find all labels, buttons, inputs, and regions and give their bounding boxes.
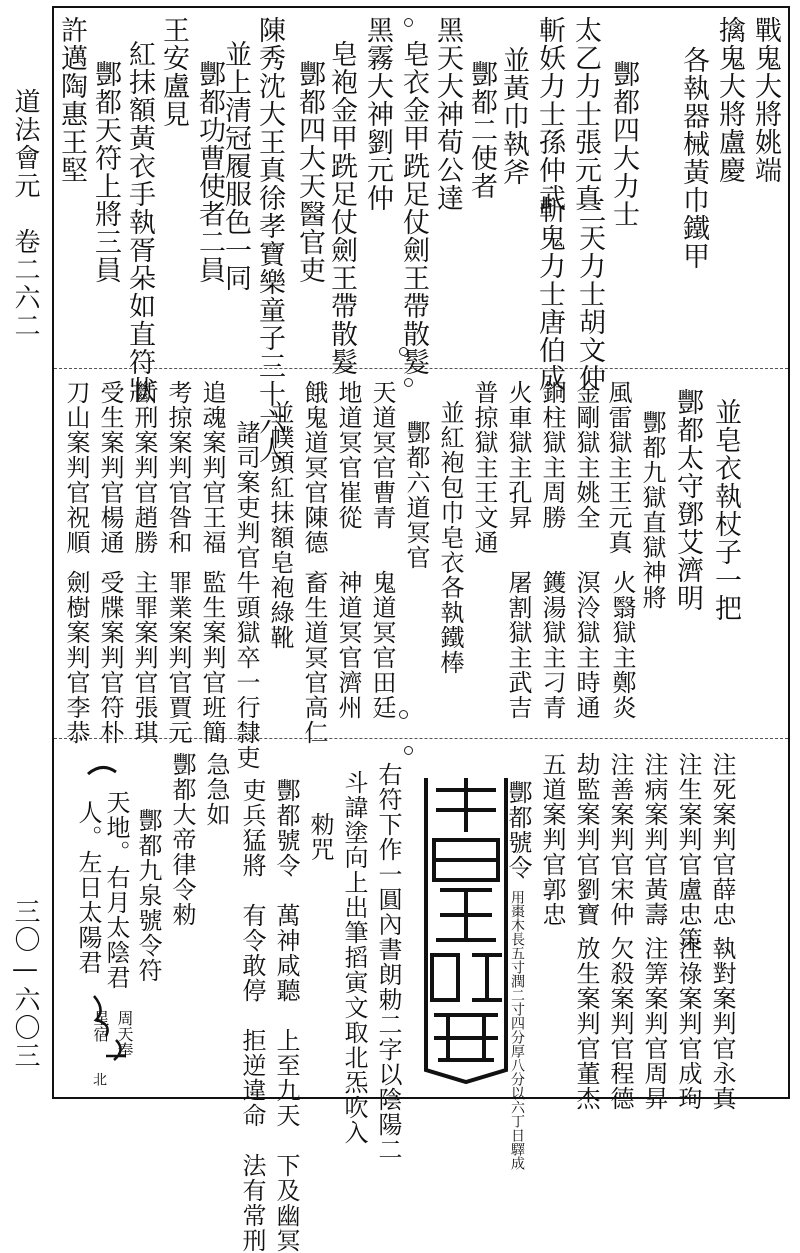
text-column: 皂袍金甲跣足仗劍王帶散髮 (326, 40, 357, 376)
text-column: 酆都功曹使者二員 (194, 60, 225, 284)
text-column: 北 (91, 1072, 107, 1086)
text-column: 黑霧大神劉元仲 (362, 16, 393, 212)
text-column: 受生案判官楊通 (96, 380, 124, 555)
text-column: 並紅袍包巾皂衣各執鐵棒 (436, 400, 464, 675)
text-column: 斬鬼力士唐伯成 (534, 196, 565, 392)
text-column: 神道冥官濟州 (334, 570, 362, 720)
text-column: 注生案判官盧忠策 (674, 752, 702, 952)
text-column: 鬼道冥官田廷 (368, 570, 396, 720)
text-column: 溟泠獄主時通 (572, 570, 600, 720)
book-title: 道法會元 卷二六二 (10, 88, 40, 340)
text-column: 酆都號令 萬神咸聽 上至九天 下及幽冥 (272, 778, 300, 1253)
text-column: 人。左日太陽君 (74, 800, 102, 975)
text-column: 注善案判官宋仲 (606, 752, 634, 927)
text-column: 各執器械黃巾鐵甲 (678, 46, 709, 270)
text-column: 注筭案判官周昇 (640, 936, 668, 1111)
text-column: 追魂案判官王福 (198, 380, 226, 555)
text-column: 酆都大帝律令勑 (168, 752, 196, 927)
text-column: 鑊湯獄主刁青 (538, 570, 566, 720)
text-column: 注病案判官黃壽 (640, 752, 668, 927)
text-column: 酆都九獄直獄神將 (638, 410, 666, 610)
text-column: 並黃巾執斧 (498, 46, 529, 186)
text-column: 酆都四大天醫官吏 (294, 60, 325, 284)
talisman-glyph-icon (86, 990, 132, 1070)
talisman-seal-icon (418, 770, 514, 1088)
text-column: 王安盧見 (158, 16, 189, 128)
text-column: 酆都四大力士 (608, 60, 639, 228)
text-column: 金剛獄主姚全 (572, 380, 600, 530)
text-column: 火車獄主孔昇 (504, 380, 532, 530)
text-column: 太乙力士張元真 (570, 16, 601, 212)
text-column: 陳秀沈大王真徐孝寶樂童子三十六人 (254, 16, 285, 464)
text-column: 屠割獄主武吉 (504, 570, 532, 720)
text-column: 周天奉 (115, 1010, 134, 1058)
text-column: 執對案判官永真 (708, 936, 736, 1111)
text-column: 三天力士胡文仲 (574, 196, 605, 392)
text-column: 畜生道冥官高仁 (300, 570, 328, 745)
text-column: 皂衣金甲跣足仗劍王帶散髮 (398, 40, 429, 376)
text-column: 右符下作一圓內書朗勅二字以陰陽二 (374, 762, 402, 1162)
text-column: 黑天大神荀公達 (432, 16, 463, 212)
text-column: 星宿 (91, 1010, 110, 1042)
text-column: 酆都太守鄧艾濟明 (672, 388, 703, 612)
text-column: 並皂衣執杖子一把 (710, 398, 741, 622)
text-column: 急急如 (202, 752, 230, 827)
text-column: 諸司案吏判官牛頭獄卒一行隸吏 (232, 420, 260, 770)
text-column: 普掠獄主王文通 (470, 380, 498, 555)
text-column: 紅抹額黃衣手執胥朵如直符狀 (124, 40, 155, 404)
text-column: 許邁陶惠王堅 (56, 16, 87, 184)
text-column: 酆都六道冥官 (402, 420, 430, 570)
text-column: 地道冥官崔從 (334, 380, 362, 530)
text-column: 罪業案判官賈元 (164, 570, 192, 745)
text-column: 風雷獄主王元真 (604, 380, 632, 555)
text-column: 酆都號令 (504, 780, 532, 880)
text-column: 火翳獄主鄭炎 (608, 570, 636, 720)
text-column: 注祿案判官成珣 (674, 936, 702, 1111)
text-column: 銅柱獄主周勝 (538, 380, 566, 530)
text-column: 吏兵猛將 有令敢停 拒逆違命 法有常刑 (238, 778, 266, 1253)
text-column: 放生案判官董杰 (572, 936, 600, 1111)
text-column: 劫監案判官劉寶 (572, 752, 600, 927)
text-column: 並上清冠履服色一同 (220, 40, 251, 292)
annotation-column: 用棗木長五寸潤二寸四分厚八分以六丁日驛成 (509, 890, 525, 1170)
register-circle-3 (404, 378, 413, 387)
text-column: 斗諱塗向上出筆搯寅文取北炁吹入 (340, 770, 368, 1145)
text-column: 劍樹案判官李恭 (62, 570, 90, 745)
text-column: 斷刑案判官趙勝 (130, 380, 158, 555)
text-column: 受牒案判官符朴 (96, 570, 124, 745)
text-column: 五道案判官郭忠 (538, 752, 566, 927)
text-column: 注死案判官薛忠 (708, 752, 736, 927)
register-circle-4 (399, 710, 408, 719)
text-column: 天道冥官曹青 (368, 380, 396, 530)
register-circle-5 (404, 746, 413, 755)
text-column: 並幞頭紅抹額皂袍綠靴 (266, 400, 294, 650)
text-column: 酆都二使者 (466, 60, 497, 200)
text-column: 欠殺案判官程德 (606, 936, 634, 1111)
text-column: 主罪案判官張琪 (130, 570, 158, 745)
text-column: 天地。右月太陰君 (102, 790, 130, 990)
text-column: 戰鬼大將姚端 (750, 16, 781, 184)
text-column: 餓鬼道冥官陳德 (300, 380, 328, 555)
text-column: 酆都天符上將三員 (90, 60, 121, 284)
register-circle-1 (404, 18, 413, 27)
text-column: 斬妖力士孫仲武 (534, 16, 565, 212)
text-column: 勑咒 (306, 812, 334, 862)
brush-stroke-icon (86, 760, 118, 782)
page-number: 三〇—六〇三 (10, 898, 40, 1070)
text-column: 刀山案判官祝順 (62, 380, 90, 555)
text-column: 監生案判官班簡 (198, 570, 226, 745)
text-column: 酆都九泉號令符 (134, 808, 162, 983)
talisman-seal (418, 770, 514, 1088)
text-column: 擒鬼大將盧慶 (714, 16, 745, 184)
text-column: 考掠案判官昝和 (164, 380, 192, 555)
